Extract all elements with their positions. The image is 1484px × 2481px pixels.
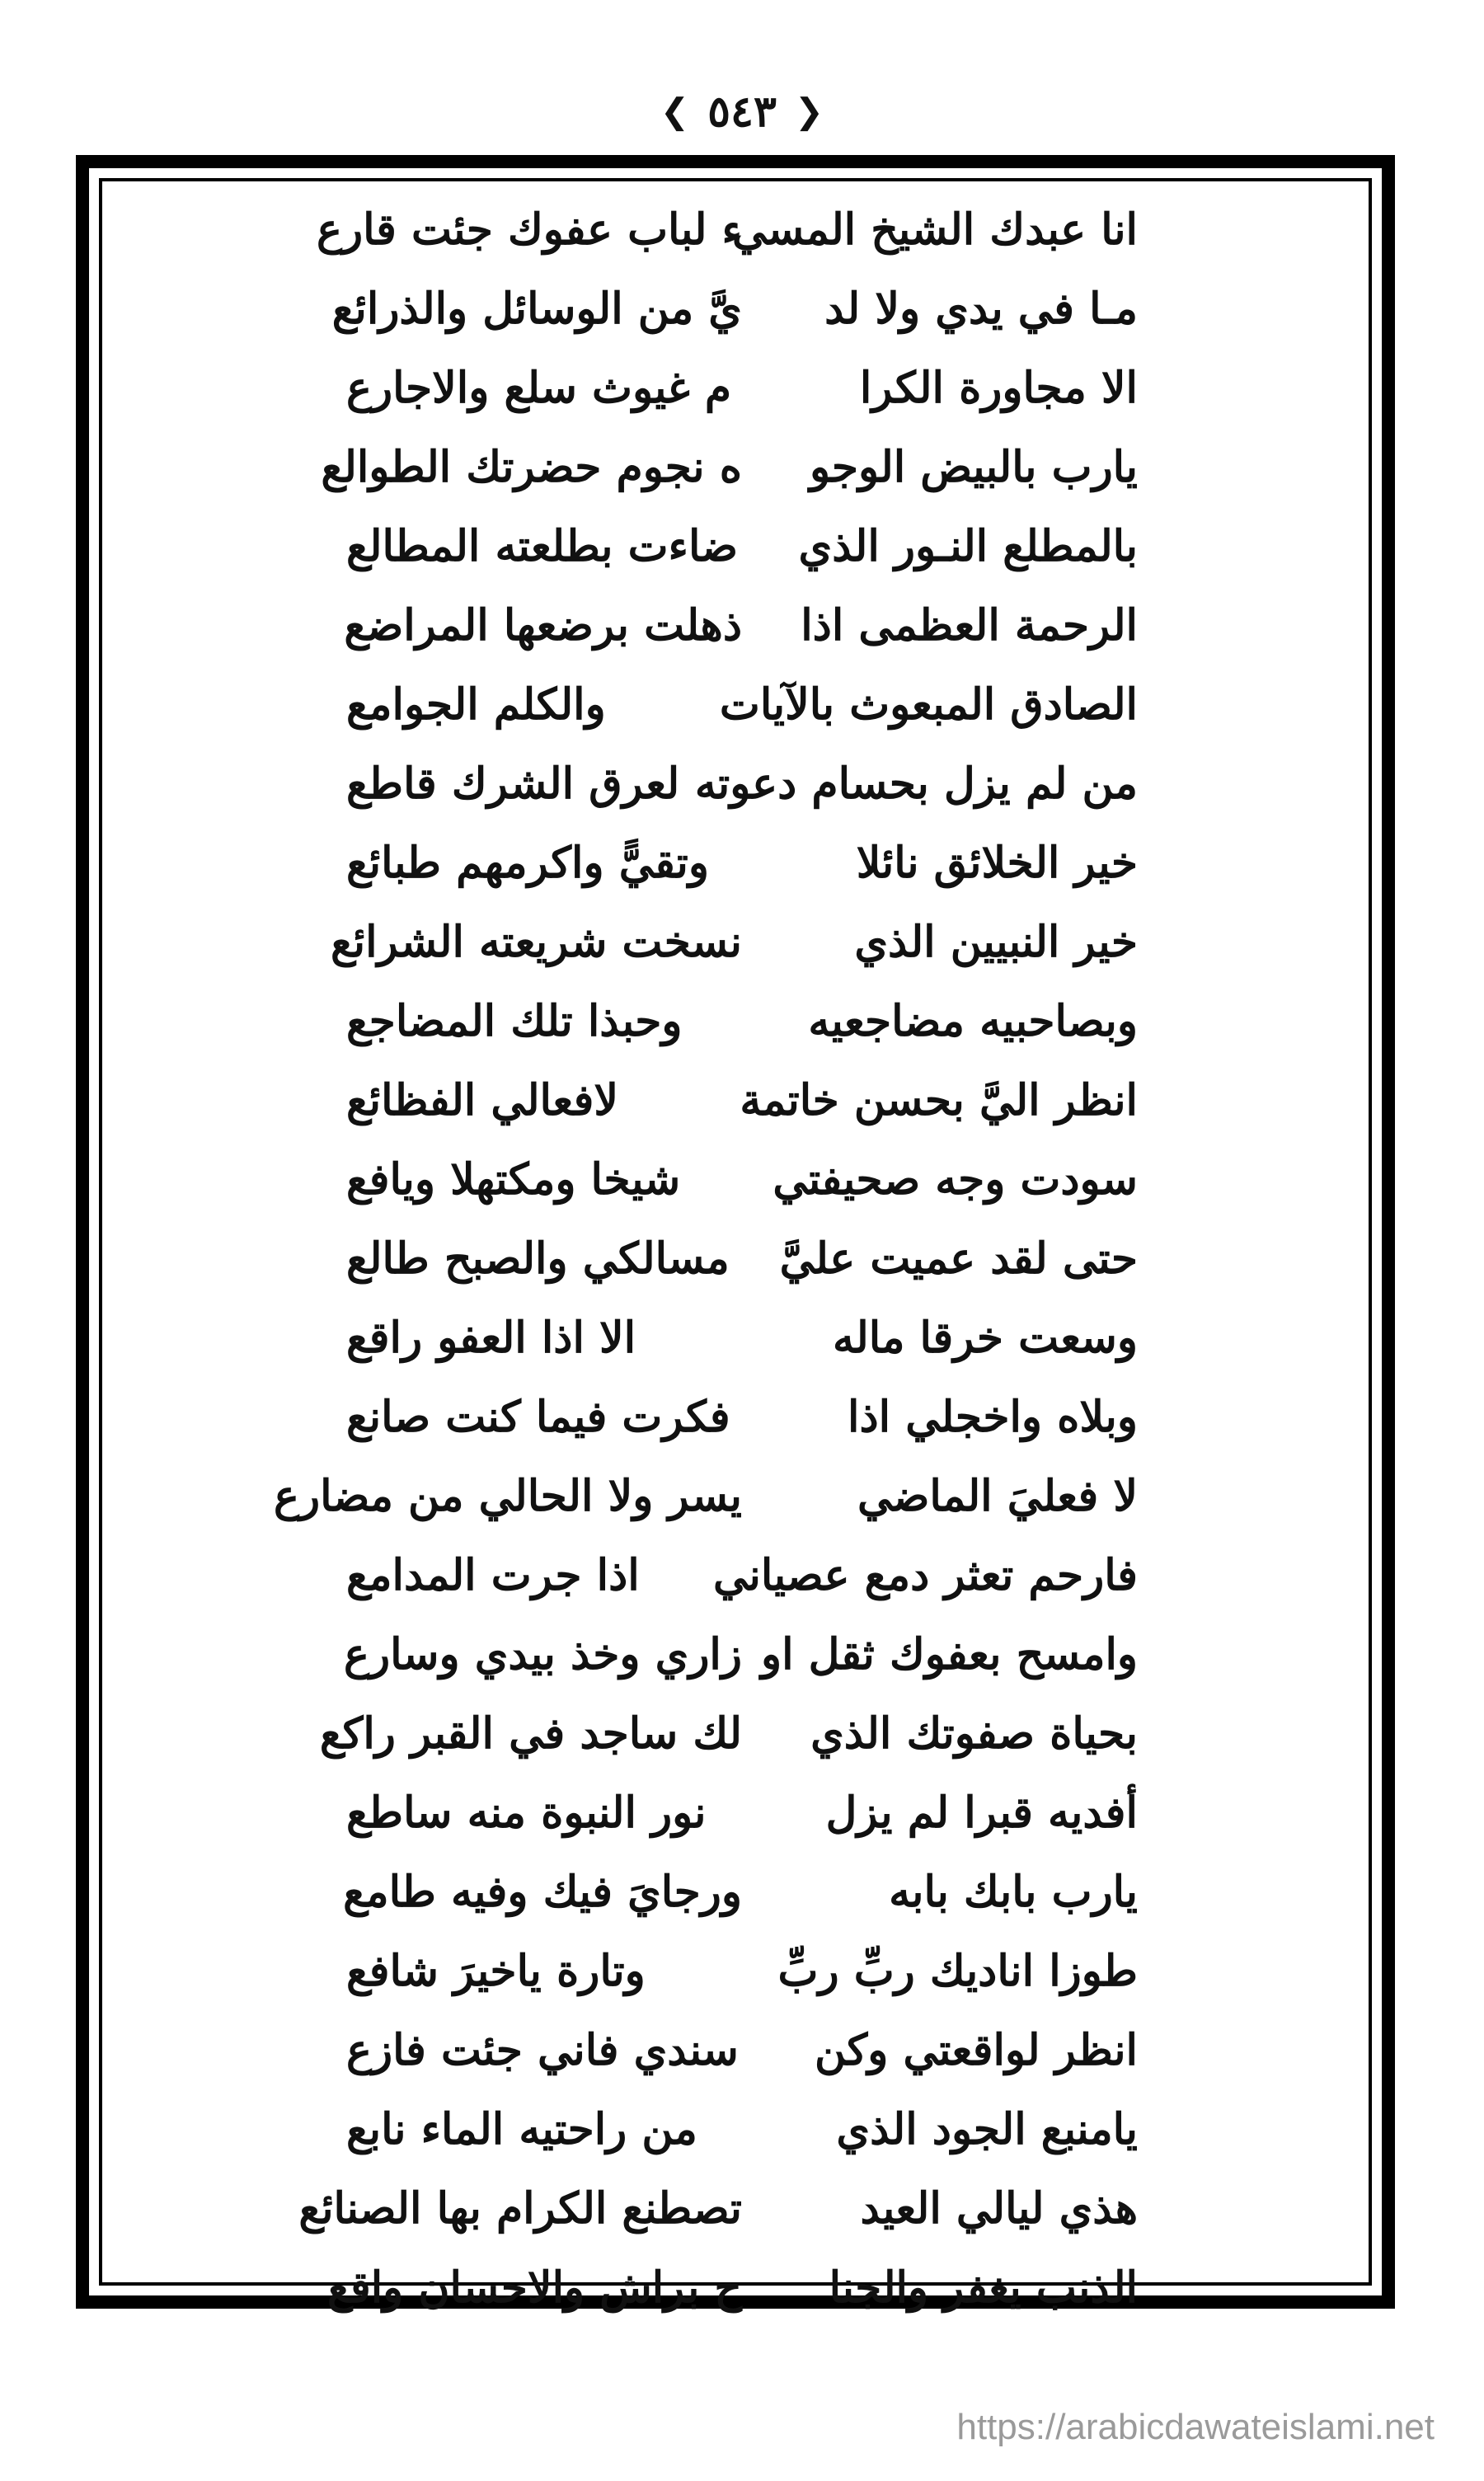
verse-second-hemistich: وحبذا تلك المضاجع [346,995,683,1046]
verse-second-hemistich: نور النبوة منه ساطع [346,1787,707,1838]
verse-first-hemistich: وبلاه واخجلي اذا [848,1391,1138,1442]
verse-first-hemistich: وبصاحبيه مضاجعيه [808,995,1138,1046]
verse-second-hemistich: ورجايَ فيك وفيه طامع [343,1866,742,1917]
verse-first-hemistich: طوزا اناديك ربِّ ربِّ [777,1945,1138,1996]
verse-second-hemistich: ء لباب عفوك جئت قارع [317,204,742,255]
verse-first-hemistich: بالمطلع النـور الذي [798,520,1138,571]
verse-first-hemistich: بحياة صفوتك الذي [810,1708,1138,1759]
verse-first-hemistich: يارب بالبيض الوجو [810,441,1138,492]
verse-line [346,2089,1138,2169]
verse-line [346,1931,1138,2010]
page-number: ٥٤٣ [707,86,777,137]
verse-line [346,2010,1138,2089]
verse-line [298,2169,1138,2248]
verse-second-hemistich: نسخت شريعته الشرائع [330,916,742,967]
verse-second-hemistich: وتارة ياخيرَ شافع [346,1945,646,1996]
verse-second-hemistich: ضاءت بطلعته المطالع [346,520,738,571]
verse-first-hemistich: انظر اليَّ بحسن خاتمة [740,1074,1138,1125]
verse-first-hemistich: خير الخلائق نائلا [856,837,1138,888]
verse-line [346,981,1138,1060]
verse-second-hemistich: والكلم الجوامع [346,679,606,730]
verse-second-hemistich: سندي فاني جئت فازع [346,2024,739,2075]
verse-line [327,2248,1138,2327]
verse-first-hemistich: يامنبع الجود الذي [836,2103,1138,2154]
verse-second-hemistich: لعرق الشرك قاطع [346,758,680,809]
verse-second-hemistich: اذا جرت المدامع [346,1549,640,1600]
verse-line [346,823,1138,902]
verse-first-hemistich: وسعت خرقا ماله [833,1312,1138,1363]
verse-line [346,348,1138,427]
verse-line [346,585,1138,665]
verse-first-hemistich: الا مجاورة الكرا [859,362,1138,413]
verse-second-hemistich: تصطنع الكرام بها الصنائع [298,2183,742,2234]
verse-first-hemistich: من لم يزل بحسام دعوته [694,758,1138,809]
verse-first-hemistich: انظر لواقعتي وكن [814,2024,1138,2075]
verse-first-hemistich: هذي ليالي العيد [860,2183,1138,2234]
verse-first-hemistich: لا فعليَ الماضي [857,1470,1138,1521]
verse-first-hemistich: الذنب يغفر والجنا [829,2262,1138,2313]
verse-second-hemistich: الا اذا العفو راقع [346,1312,636,1363]
verse-line [346,1060,1138,1139]
verse-first-hemistich: الرحمة العظمى اذا [801,599,1138,651]
verse-second-hemistich: يسر ولا الحالي من مضارع [274,1470,742,1521]
verse-first-hemistich: فارحم تعثر دمع عصياني [713,1549,1138,1600]
verse-line [321,427,1138,506]
verse-second-hemistich: ح براش والاحسان واقع [327,2262,742,2313]
verse-second-hemistich: لافعالي الفظائع [346,1074,618,1125]
verse-second-hemistich: م غيوث سلع والاجارع [346,362,732,413]
verse-first-hemistich: يارب بابك بابه [889,1866,1138,1917]
left-ornament: ❮ [660,91,690,131]
verse-second-hemistich: مسالكي والصبح طالع [346,1233,730,1284]
verse-first-hemistich: الصادق المبعوث بالآيات [719,679,1138,730]
verse-first-hemistich: أفديه قبرا لم يزل [825,1787,1138,1838]
verse-line [346,1773,1138,1852]
verse-first-hemistich: حتى لقد عميت عليَّ [779,1233,1138,1284]
verse-line [274,1456,1138,1535]
verse-line [346,665,1138,744]
verse-line [319,1694,1138,1773]
verse-first-hemistich: سودت وجه صحيفتي [773,1154,1138,1205]
verse-second-hemistich: من راحتيه الماء نابع [346,2103,697,2154]
verse-line [330,902,1138,981]
verse-line [343,1614,1138,1694]
verse-first-hemistich: خير النبيين الذي [854,916,1138,967]
verse-line [346,1298,1138,1377]
verse-second-hemistich: ه نجوم حضرتك الطوالع [321,441,742,492]
verse-second-hemistich: زاري وخذ بيدي وسارع [343,1628,742,1680]
verse-line [346,744,1138,823]
verse-second-hemistich: يَّ من الوسائل والذرائع [331,283,742,334]
verse-first-hemistich: مـا في يدي ولا لد [824,283,1138,334]
verse-second-hemistich: فكرت فيما كنت صانع [346,1391,730,1442]
verse-line [346,1535,1138,1614]
page-number-header [0,74,1484,148]
verse-line [346,506,1138,585]
verse-second-hemistich: شيخا ومكتهلا ويافع [346,1154,681,1205]
verse-line [346,1139,1138,1219]
verse-line [317,190,1138,269]
verse-line [343,1852,1138,1931]
verse-line [346,1377,1138,1456]
poem-body [274,190,1138,2327]
verse-second-hemistich: ذهلت برضعها المراضع [344,599,742,651]
verse-line [331,269,1138,348]
verse-line [346,1219,1138,1298]
verse-second-hemistich: وتقيًّ واكرمهم طبائع [346,837,709,888]
watermark-url: https://arabicdawateislami.net [956,2407,1435,2447]
right-ornament: ❯ [794,91,824,131]
verse-second-hemistich: لك ساجد في القبر راكع [319,1708,742,1759]
verse-first-hemistich: انا عبدك الشيخ المسي [732,204,1138,255]
verse-first-hemistich: وامسح بعفوك ثقل او [761,1628,1138,1680]
